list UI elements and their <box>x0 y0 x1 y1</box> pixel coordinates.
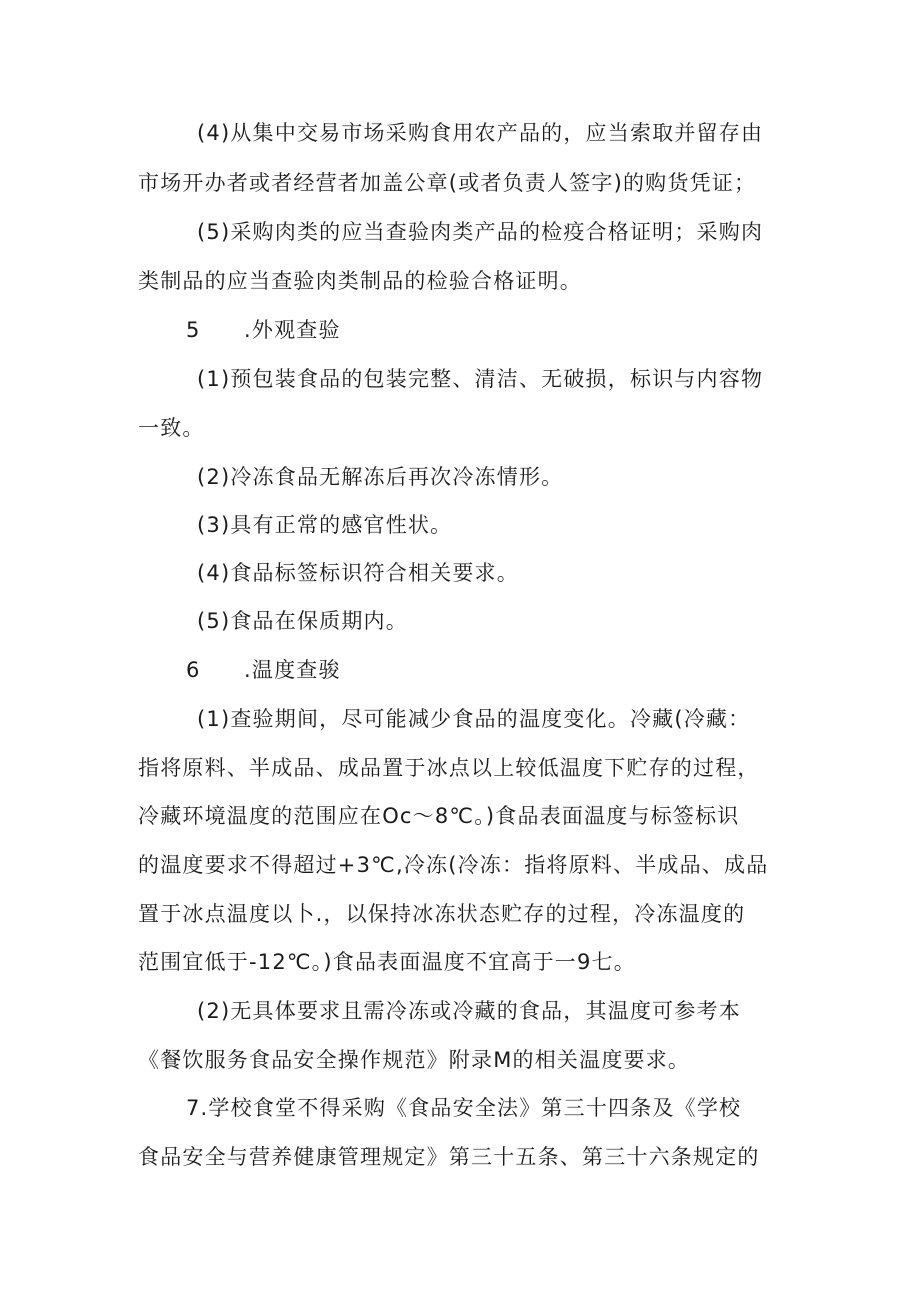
paragraph-line: 《餐饮服务食品安全操作规范》附录M的相关温度要求。 <box>138 1048 691 1072</box>
paragraph-line: 市场开办者或者经营者加盖公章(或者负责人签字)的购货凭证； <box>138 171 757 195</box>
paragraph-line: (5)食品在保质期内。 <box>197 609 408 633</box>
paragraph-line: (1)预包装食品的包装完整、清洁、无破损，标识与内容物 <box>197 367 764 391</box>
paragraph-line: 指将原料、半成品、成品置于冰点以上较低温度下贮存的过程， <box>138 756 760 780</box>
paragraph-line: (4)从集中交易市场采购食用农产品的，应当索取并留存由 <box>197 121 764 145</box>
paragraph-line: 冷藏环境温度的范围应在Oc〜8℃。)食品表面温度与标签标识 <box>138 804 740 828</box>
paragraph-line: 置于冰点温度以卜.，以保持冰冻状态贮存的过程，冷冻温度的 <box>138 902 746 926</box>
section-number: 5 <box>186 318 201 342</box>
paragraph-line: 类制品的应当查验肉类制品的检验合格证明。 <box>138 269 582 293</box>
section-title: .温度查骏 <box>244 658 341 682</box>
paragraph-line: (5)采购肉类的应当查验肉类产品的检疫合格证明；采购肉 <box>197 220 764 244</box>
paragraph-line: (4)食品标签标识符合相关要求。 <box>197 561 519 585</box>
section-title: .外观查验 <box>244 318 341 342</box>
paragraph-line: (2)冷冻食品无解冻后再次冷冻情形。 <box>197 465 564 489</box>
section-number: 6 <box>186 658 201 682</box>
paragraph-line: 的温度要求不得超过+3℃,冷冻(冷冻：指将原料、半成品、成品 <box>138 853 769 877</box>
section-heading-6 <box>186 655 836 685</box>
paragraph-line: (1)查验期间，尽可能减少食品的温度变化。冷藏(冷藏： <box>197 707 751 731</box>
paragraph-line: 7.学校食堂不得采购《食品安全法》第三十四条及《学校 <box>186 1096 742 1120</box>
paragraph-line: (3)具有正常的感官性状。 <box>197 513 453 537</box>
paragraph-line: 范围宜低于-12℃。)食品表面温度不宜高于一9七。 <box>138 950 636 974</box>
section-heading-5 <box>186 315 836 345</box>
paragraph-line: 一致。 <box>138 416 205 440</box>
paragraph-line: 食品安全与营养健康管理规定》第三十五条、第三十六条规定的 <box>138 1145 760 1169</box>
paragraph-line: (2)无具体要求且需冷冻或冷藏的食品，其温度可参考本 <box>197 999 741 1023</box>
